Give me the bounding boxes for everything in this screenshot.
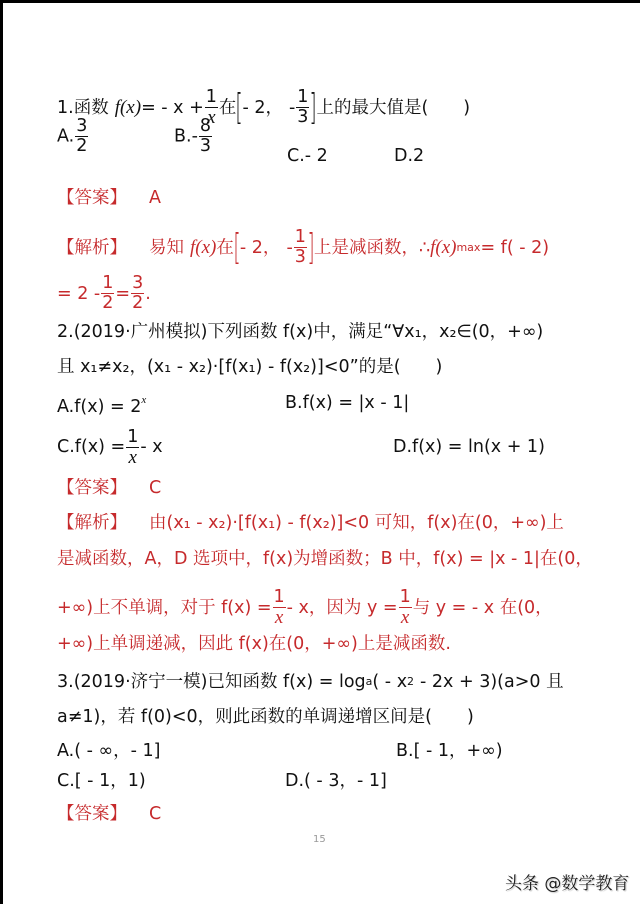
analysis-text: = f( - 2)	[480, 237, 550, 258]
answer-value: A	[149, 188, 161, 208]
question-2-analysis-line-3	[57, 588, 553, 627]
denominator: 2	[76, 135, 88, 156]
answer-tag: 【答案】	[57, 804, 127, 824]
question-3-options-row-2	[57, 769, 577, 793]
analysis-text: 由(x₁ - x₂)·[f(x₁) - f(x₂)]<0 可知，f(x)在(0，+∞)上	[149, 513, 564, 533]
option-label: B.	[174, 126, 192, 146]
option-text: - 2	[304, 146, 328, 166]
fraction	[131, 274, 144, 313]
option-label: A.	[57, 396, 75, 417]
denominator: 3	[297, 107, 309, 127]
option-text: [ - 1，+∞)	[413, 741, 503, 761]
question-3-options-row-1	[57, 739, 577, 763]
denominator: 3	[294, 247, 306, 267]
numerator: 1	[294, 227, 306, 247]
answer-tag: 【答案】	[57, 188, 127, 208]
question-1-analysis-line-2	[57, 274, 151, 313]
stem-text: (2019·济宁一模)已知函数 f(x) = log	[73, 672, 366, 692]
answer-value: C	[149, 478, 162, 498]
question-2-stem-line-1	[57, 320, 543, 344]
bracket-right: ]	[307, 226, 315, 268]
denominator: 2	[102, 293, 114, 313]
fraction	[273, 588, 286, 627]
answer-tag: 【答案】	[57, 478, 127, 498]
question-2-analysis-line-4	[57, 632, 451, 656]
numerator: 1	[273, 587, 285, 607]
analysis-tag: 【解析】	[57, 513, 127, 533]
question-3-answer	[57, 802, 161, 826]
denominator: x	[274, 607, 284, 628]
answer-value: C	[149, 804, 162, 824]
denominator: 2	[132, 293, 144, 313]
question-number: 3.	[57, 672, 74, 692]
question-3-stem-line-1	[57, 670, 564, 694]
numerator: 3	[132, 273, 144, 293]
sign: -	[286, 237, 293, 258]
option-text: 2	[413, 146, 425, 166]
fraction	[126, 428, 139, 467]
bracket-right: ]	[309, 86, 317, 128]
analysis-text: +∞)上不单调，对于 f(x) =	[57, 597, 272, 618]
option-text: - x	[140, 437, 163, 457]
option-a	[57, 117, 89, 156]
numerator: 1	[205, 87, 217, 107]
sign: -	[288, 97, 296, 118]
option-text: f(x) =	[74, 437, 126, 457]
analysis-text: 与 y = - x 在(0，	[412, 597, 553, 618]
option-c	[57, 428, 163, 467]
fraction	[101, 274, 114, 313]
denominator: x	[128, 446, 137, 468]
analysis-text: .	[145, 283, 151, 304]
option-label: C.	[57, 771, 75, 791]
option-text: ( - 3，- 1]	[304, 771, 387, 791]
analysis-text: 是减函数，A，D 选项中，f(x)为增函数；B 中，f(x) = |x - 1|在(0，	[57, 549, 593, 569]
option-c	[57, 769, 146, 793]
option-b	[285, 391, 409, 415]
denominator: x	[207, 107, 216, 128]
question-3-stem-line-2	[57, 705, 474, 729]
analysis-text: = 2 -	[57, 283, 101, 304]
denominator: 3	[199, 135, 212, 156]
superscript: x	[141, 393, 147, 406]
page-border-left	[0, 0, 3, 904]
option-label: B.	[396, 741, 414, 761]
stem-text: (2019·广州模拟)下列函数 f(x)中，满足“∀x₁，x₂∈(0，+∞)	[73, 322, 544, 342]
subscript: a	[365, 675, 373, 688]
option-text: f(x) = |x - 1|	[302, 393, 410, 413]
question-2-analysis-line-1	[57, 511, 564, 535]
analysis-text: - x，因为 y =	[286, 597, 398, 618]
function-name: f(x)	[190, 236, 217, 258]
option-label: B.	[285, 393, 303, 413]
fraction	[399, 588, 412, 627]
analysis-tag: 【解析】	[57, 237, 127, 258]
sign: -	[191, 126, 198, 146]
fraction	[296, 88, 309, 127]
stem-text: - 2x + 3)(a>0 且	[420, 672, 564, 692]
stem-text: ( - x	[372, 672, 408, 692]
option-label: A.	[57, 126, 75, 146]
numerator: 8	[199, 115, 212, 136]
question-2-analysis-line-2	[57, 547, 593, 571]
fraction	[75, 117, 88, 156]
option-text: f(x) = 2	[74, 396, 142, 417]
fraction	[294, 228, 307, 267]
option-label: D.	[394, 146, 414, 166]
numerator: 1	[102, 273, 114, 293]
question-2-stem-line-2	[57, 355, 442, 379]
page-number: 15	[313, 834, 326, 845]
option-a	[57, 388, 146, 419]
analysis-text: +∞)上单调递减，因此 f(x)在(0，+∞)上是减函数.	[57, 634, 451, 654]
question-2-answer	[57, 476, 161, 500]
option-label: D.	[393, 437, 413, 457]
analysis-text: 易知	[149, 237, 184, 258]
interval-text: - 2，	[242, 97, 283, 118]
numerator: 3	[76, 115, 88, 136]
question-2-options-row-1	[57, 391, 577, 415]
option-d	[393, 435, 545, 459]
expression: = - x +	[141, 97, 204, 118]
question-number: 1.	[57, 97, 74, 118]
option-text: ( - ∞，- 1]	[74, 741, 161, 761]
stem-text: 且 x₁≠x₂，(x₁ - x₂)·[f(x₁) - f(x₂)]<0”的是( )	[57, 357, 443, 377]
interval-text: - 2，	[239, 237, 281, 258]
option-label: C.	[287, 146, 305, 166]
numerator: 1	[399, 587, 411, 607]
option-text: [ - 1，1)	[74, 771, 146, 791]
watermark: 头条 @数学教育	[505, 874, 630, 894]
stem-text: 函数	[73, 97, 109, 118]
analysis-text: 上是减函数，∴	[313, 237, 431, 258]
option-a	[57, 739, 160, 763]
subscript: max	[456, 240, 481, 254]
superscript: 2	[407, 675, 415, 688]
question-1-stem	[57, 88, 470, 127]
analysis-text: 在	[216, 237, 234, 258]
fraction	[199, 117, 212, 156]
option-d	[394, 144, 424, 168]
option-label: D.	[285, 771, 305, 791]
option-b	[174, 117, 213, 156]
numerator: 1	[297, 87, 309, 107]
stem-text: a≠1)，若 f(0)<0，则此函数的单调递增区间是( )	[57, 707, 474, 727]
question-1-analysis-line-1	[57, 228, 549, 267]
bracket-left: [	[235, 86, 243, 128]
question-number: 2.	[57, 322, 74, 342]
stem-text: 上的最大值是( )	[316, 97, 471, 118]
bracket-left: [	[233, 226, 241, 268]
analysis-text: =	[115, 283, 131, 304]
function-name: f(x)	[114, 96, 142, 118]
option-label: A.	[57, 741, 75, 761]
numerator: 1	[127, 426, 139, 447]
stem-text: 在	[218, 97, 237, 118]
denominator: x	[400, 607, 410, 628]
option-c	[287, 144, 328, 168]
option-text: f(x) = ln(x + 1)	[412, 437, 545, 457]
function-name: f(x)	[430, 236, 457, 258]
option-label: C.	[57, 437, 75, 457]
question-2-options-row-2	[57, 426, 577, 468]
question-1-answer	[57, 186, 161, 210]
option-b	[396, 739, 503, 763]
option-d	[285, 769, 387, 793]
page-border-top	[0, 0, 640, 3]
